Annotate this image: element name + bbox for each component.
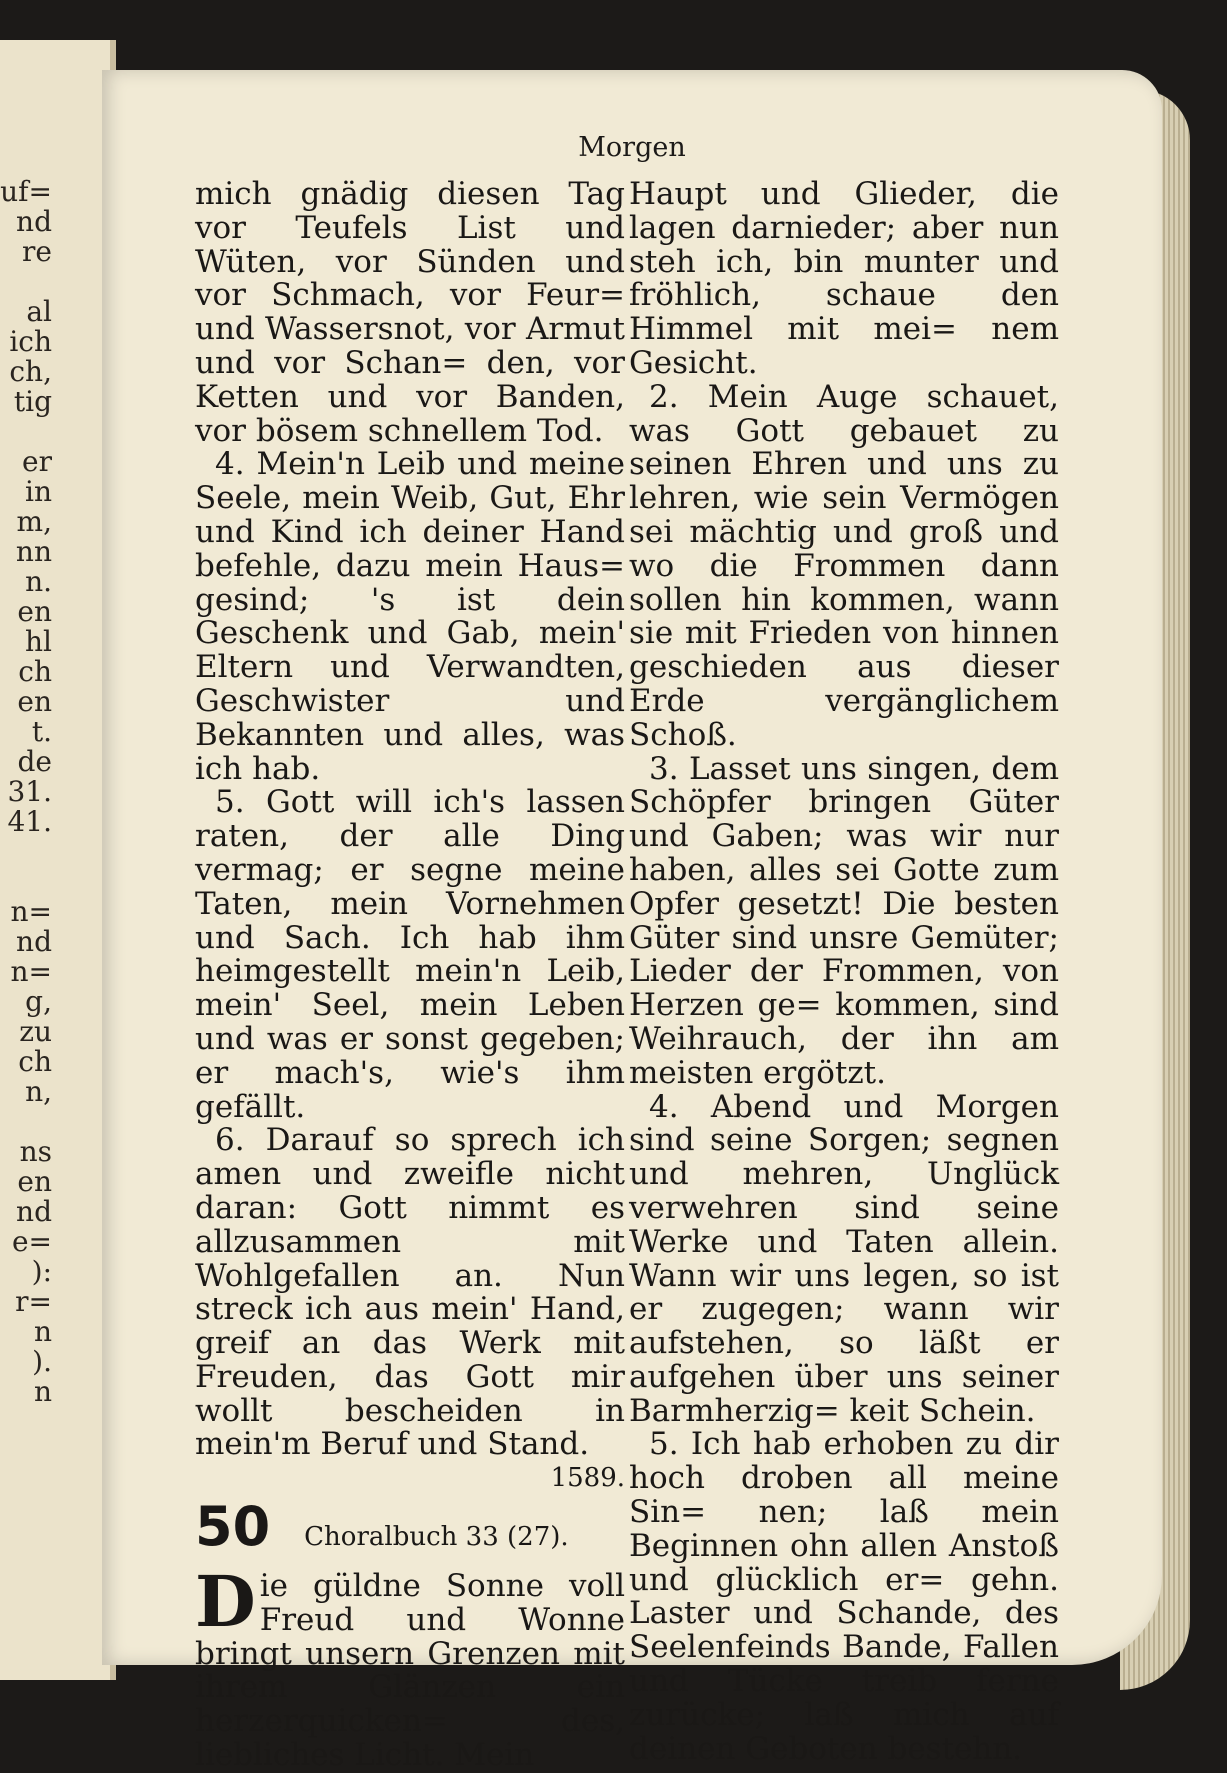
left-page-text-fragment: ): — [31, 1255, 52, 1288]
hymn-50-text: ie güldne Sonne voll Freud und Wonne bringt unsern Grenzen mit ihrem Glänzen ein herzerquicken= des, liebliches Licht. Mein — [195, 1568, 625, 1773]
stanza-5: 5. Gott will ich's lassen raten, der alle Ding vermag; er segne meine Taten, mein Vornehmen und Sach. Ich hab ihm heimgestellt mein'n Leib, mein' Seel, mein Leben und was er sonst gegeben; er mach's, wie's ihm gefällt. — [195, 784, 625, 1125]
left-page-text-fragment: n= — [10, 955, 52, 988]
left-page-text-fragment: n= — [10, 895, 52, 928]
left-page-text-fragment: n, — [25, 1075, 52, 1108]
left-page-text-fragment: ns — [19, 1135, 52, 1168]
left-page-text-fragment: e= — [11, 1225, 52, 1258]
hymn-heading — [195, 1495, 625, 1570]
left-page-text-fragment: hl — [25, 625, 52, 658]
left-page-text-fragment: de — [17, 745, 52, 778]
left-page-text-fragment: n — [33, 1375, 52, 1408]
stanza-2: 2. Mein Auge schauet, was Gott gebauet zu seinen Ehren und uns zu lehren, wie sein Vermögen sei mächtig und groß und wo die Frommen dann sollen hin kommen, wann sie mit Frieden von hinnen geschieden aus dieser Erde vergänglichem Schoß. — [629, 378, 1059, 753]
left-page-text-fragment: 41. — [7, 805, 52, 838]
hymn-number: 50 — [195, 1495, 271, 1559]
running-head: Morgen — [578, 132, 686, 163]
left-page-text-fragment: nd — [16, 925, 52, 958]
left-page-text-fragment: 31. — [7, 775, 52, 808]
left-page-text-fragment: al — [26, 295, 52, 328]
left-page-text-fragment: r= — [15, 1285, 52, 1318]
left-page-text-fragment: in — [25, 475, 52, 508]
left-page-text-fragment: ch, — [9, 355, 52, 388]
book-page — [102, 70, 1162, 1773]
left-page-text-fragment: ich — [9, 325, 52, 358]
stanza-4-right: 4. Abend und Morgen sind seine Sorgen; segnen und mehren, Unglück verwehren sind seine Werke und Taten allein. Wann wir uns legen, so ist er zugegen; wann wir aufstehen, so läßt er aufgehen über uns seiner Barmherzig= keit Schein. — [629, 1088, 1059, 1429]
left-page-text-fragment: nd — [16, 1195, 52, 1228]
left-page-text-fragment: nn — [15, 535, 52, 568]
hymn-year: 1589. — [550, 1463, 625, 1494]
left-facing-page — [0, 40, 116, 1680]
left-page-text-fragment: m, — [16, 505, 52, 538]
stanza-3: 3. Lasset uns singen, dem Schöpfer bringen Güter und Gaben; was wir nur haben, alles sei Gotte zum Opfer gesetzt! Die besten Güter sind unsre Gemüter; Lieder der Frommen, von Herzen ge= kommen, sind Weihrauch, der ihn am meisten ergötzt. — [629, 750, 1059, 1091]
left-page-text-fragment: zu — [19, 1015, 52, 1048]
left-page-text-fragment: uf= — [0, 175, 52, 208]
stanza-4: 4. Mein'n Leib und meine Seele, mein Weib, Gut, Ehr und Kind ich deiner Hand befehle, dazu mein Haus= gesind; 's ist dein Geschenk und Gab, mein' Eltern und Verwandten, Geschwister und Bekannten und alles, was ich hab. — [195, 446, 625, 787]
left-page-text-fragment: er — [22, 445, 52, 478]
left-page-text-fragment: ). — [32, 1345, 52, 1378]
stanza-6: 6. Darauf so sprech ich amen und zweifle nicht daran: Gott nimmt es allzusammen mit Wohlgefallen an. Nun streck ich aus mein' Hand, greif an das Werk mit Freuden, das Gott mir wollt bescheiden in mein'm Beruf und Stand. — [195, 1122, 625, 1463]
left-page-text-fragment: en — [17, 1165, 52, 1198]
left-page-text-fragment: en — [17, 595, 52, 628]
left-page-text-fragment: n. — [25, 565, 52, 598]
left-column — [195, 178, 625, 1773]
left-para-1: mich gnädig diesen Tag vor Teufels List und Wüten, vor Sünden und vor Schmach, vor Feur= und Wassersnot, vor Armut und vor Schan= den, vor Ketten und vor Banden, vor bösem schnellem Tod. — [195, 176, 625, 449]
right-para-1: Haupt und Glieder, die lagen darnieder; aber nun steh ich, bin munter und fröhlich, schaue den Himmel mit mei= nem Gesicht. — [629, 176, 1059, 381]
left-page-text-fragment: t. — [31, 715, 52, 748]
left-page-text-fragment: ch — [18, 1045, 52, 1078]
left-page-text-fragment: re — [22, 235, 52, 268]
right-column — [629, 178, 1059, 1766]
left-page-text-fragment: nd — [16, 205, 52, 238]
hymn-50-stanza-1 — [195, 1560, 625, 1773]
left-page-text-fragment: n — [33, 1315, 52, 1348]
drop-cap: D — [195, 1560, 256, 1644]
left-page-text-fragment: en — [17, 685, 52, 718]
left-page-text-fragment: ch — [18, 655, 52, 688]
left-page-text-fragment: tig — [13, 385, 52, 418]
stanza-5-right: 5. Ich hab erhoben zu dir hoch droben all meine Sin= nen; laß mein Beginnen ohn allen Anstoß und glücklich er= gehn. Laster und Schande, des Seelenfeinds Bande, Fallen und Tücke treib ferne zurücke; laß mich auf deinen Geboten bestehn. — [629, 1426, 1059, 1767]
hymn-reference: Choralbuch 33 (27). — [304, 1522, 569, 1553]
left-page-text-fragment: g, — [25, 985, 52, 1018]
